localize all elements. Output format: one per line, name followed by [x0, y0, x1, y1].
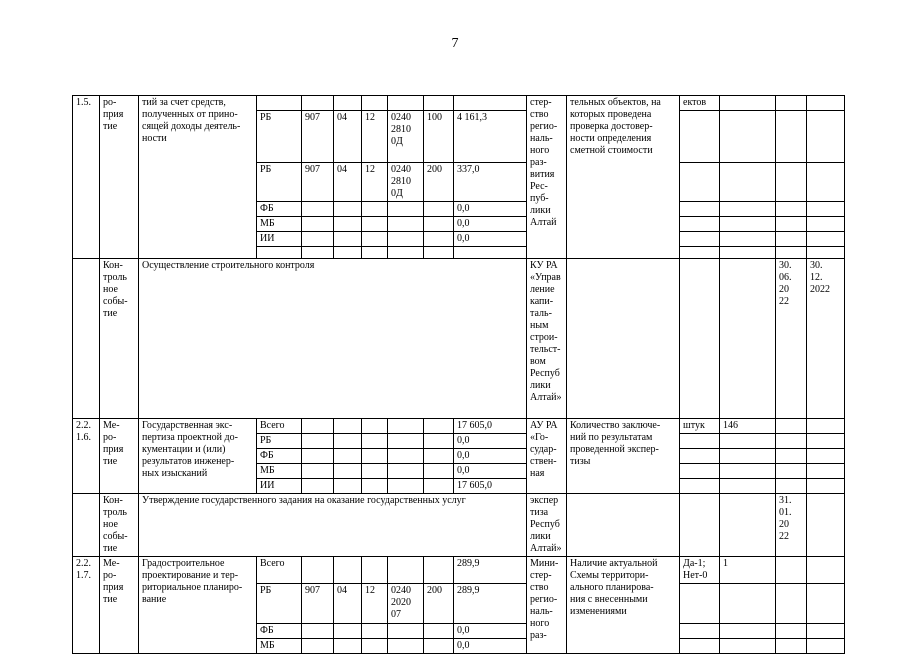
- indicator-cell: Наличие актуальной Схемы территори- ального планирова- ния с внесенными изменениями: [567, 557, 680, 654]
- row-type: Ме- ро- прия тие: [100, 419, 139, 494]
- unit-cell: ектов: [680, 96, 720, 111]
- row-name: Осуществление строительного контроля: [139, 259, 527, 419]
- sum-cell: 289,9: [454, 584, 527, 624]
- unit-cell: штук: [680, 419, 720, 434]
- code-cell: 0240 2810 0Д: [388, 111, 424, 163]
- executor-cell: КУ РА «Управ ление капи- таль- ным строи- тельст- вом Респуб лики Алтай»: [527, 259, 567, 419]
- source-cell: РБ: [257, 584, 302, 624]
- source-cell: МБ: [257, 639, 302, 654]
- date-cell: 30. 06. 20 22: [776, 259, 807, 419]
- indicator-cell: Количество заключе- ний по результатам проведенной экспер- тизы: [567, 419, 680, 494]
- sum-cell: 17 605,0: [454, 419, 527, 434]
- value-cell: 146: [720, 419, 776, 434]
- source-cell: МБ: [257, 217, 302, 232]
- executor-cell: Мини- стер- ство регио- наль- ного раз-: [527, 557, 567, 654]
- executor-cell: экспер тиза Респуб лики Алтай»: [527, 494, 567, 557]
- source-cell: ИИ: [257, 479, 302, 494]
- sum-cell: 0,0: [454, 464, 527, 479]
- sum-cell: 0,0: [454, 449, 527, 464]
- code-cell: 907: [302, 584, 334, 624]
- unit-cell: Да-1; Нет-0: [680, 557, 720, 584]
- row-number: 1.5.: [73, 96, 100, 259]
- row-name: тий за счет средств, полученных от прино- сящей доходы деятель- ности: [139, 96, 257, 259]
- code-cell: 0240 2020 07: [388, 584, 424, 624]
- code-cell: 0240 2810 0Д: [388, 163, 424, 202]
- source-cell: РБ: [257, 163, 302, 202]
- row-name: Государственная экс- пертиза проектной до- кументации и (или) результатов инженер- ных изысканий: [139, 419, 257, 494]
- source-cell: Всего: [257, 557, 302, 584]
- sum-cell: 17 605,0: [454, 479, 527, 494]
- source-cell: Всего: [257, 419, 302, 434]
- page-number: 7: [451, 36, 459, 51]
- sum-cell: 337,0: [454, 163, 527, 202]
- row-type: Ме- ро- прия тие: [100, 557, 139, 654]
- value-cell: 1: [720, 557, 776, 584]
- row-type: ро- прия тие: [100, 96, 139, 259]
- code-cell: 12: [362, 163, 388, 202]
- source-cell: ФБ: [257, 449, 302, 464]
- executor-cell: АУ РА «Го- судар- ствен- ная: [527, 419, 567, 494]
- row-name: Градостроительное проектирование и тер- риториальное планиро- вание: [139, 557, 257, 654]
- source-cell: ФБ: [257, 202, 302, 217]
- code-cell: 04: [334, 111, 362, 163]
- code-cell: 12: [362, 111, 388, 163]
- sum-cell: 0,0: [454, 434, 527, 449]
- code-cell: 200: [424, 584, 454, 624]
- sum-cell: [454, 96, 527, 111]
- source-cell: ИИ: [257, 232, 302, 247]
- code-cell: 907: [302, 111, 334, 163]
- executor-cell: стер- ство регио- наль- ного раз- вития Рес- пуб- лики Алтай: [527, 96, 567, 259]
- sum-cell: 0,0: [454, 624, 527, 639]
- code-cell: 100: [424, 111, 454, 163]
- row-number: 2.2. 1.7.: [73, 557, 100, 654]
- source-cell: РБ: [257, 434, 302, 449]
- date-cell: 31. 01. 20 22: [776, 494, 807, 557]
- row-type: Кон- троль ное собы- тие: [100, 494, 139, 557]
- code-cell: 04: [334, 163, 362, 202]
- program-table: [72, 95, 845, 654]
- date-cell: 30. 12. 2022: [807, 259, 845, 419]
- sum-cell: 0,0: [454, 232, 527, 247]
- code-cell: 04: [334, 584, 362, 624]
- source-cell: ФБ: [257, 624, 302, 639]
- indicator-cell: тельных объектов, на которых проведена проверка достовер- ности определения сметной стоимости: [567, 96, 680, 259]
- code-cell: 907: [302, 163, 334, 202]
- sum-cell: 0,0: [454, 639, 527, 654]
- sum-cell: 4 161,3: [454, 111, 527, 163]
- source-cell: МБ: [257, 464, 302, 479]
- source-cell: РБ: [257, 111, 302, 163]
- code-cell: 12: [362, 584, 388, 624]
- sum-cell: 0,0: [454, 202, 527, 217]
- code-cell: 200: [424, 163, 454, 202]
- row-number: 2.2. 1.6.: [73, 419, 100, 494]
- row-name: Утверждение государственного задания на оказание государственных услуг: [139, 494, 527, 557]
- source-cell: [257, 96, 302, 111]
- sum-cell: 0,0: [454, 217, 527, 232]
- row-type: Кон- троль ное собы- тие: [100, 259, 139, 419]
- sum-cell: 289,9: [454, 557, 527, 584]
